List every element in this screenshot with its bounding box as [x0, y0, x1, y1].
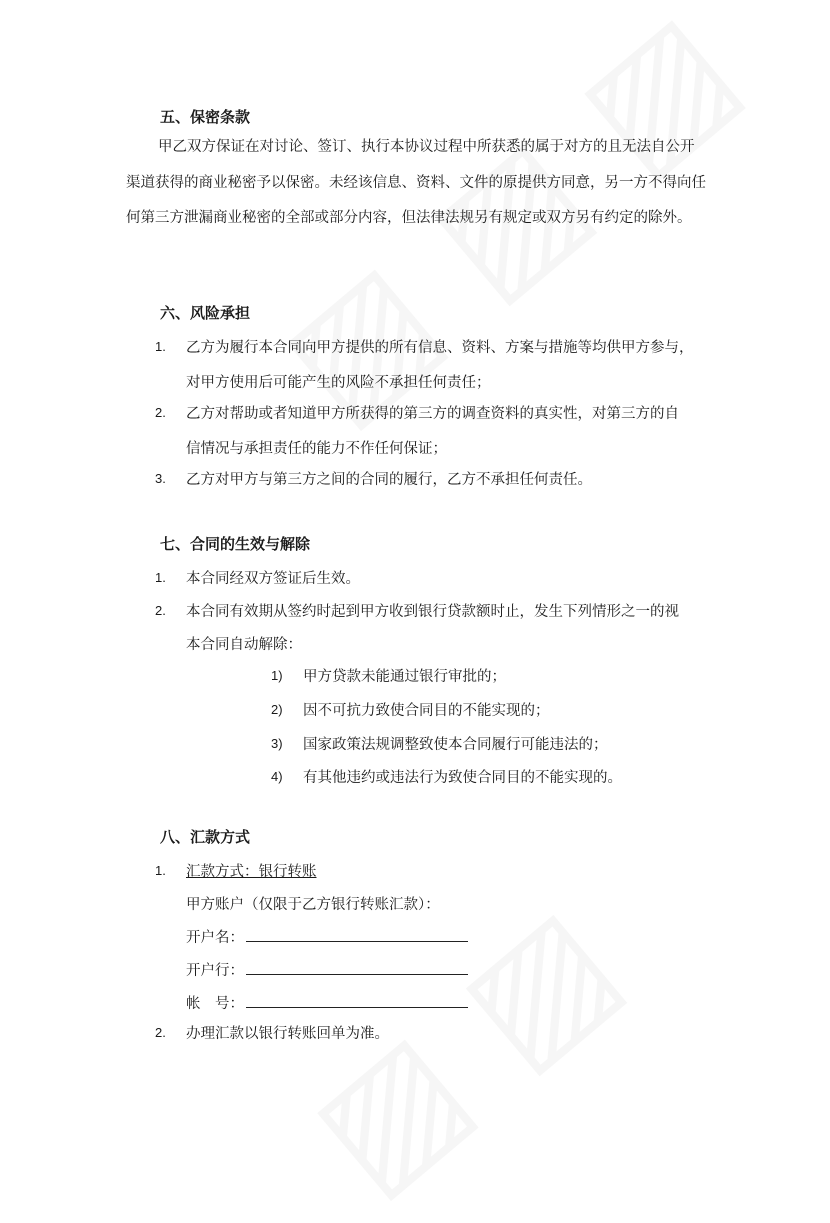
s7-item-1-number: 1. [155, 570, 166, 585]
account-number-blank[interactable] [246, 993, 468, 1008]
section-7-heading: 七、合同的生效与解除 [160, 535, 311, 553]
section-6-heading: 六、风险承担 [160, 304, 251, 322]
account-name-label: 开户名： [186, 930, 244, 946]
bank-blank[interactable] [246, 960, 468, 975]
account-name-row [186, 926, 468, 947]
account-number-label: 帐 号： [186, 996, 244, 1012]
account-name-blank[interactable] [246, 927, 468, 942]
s6-item-1-line-2: 对甲方使用后可能产生的风险不承担任何责任； [186, 375, 491, 391]
s7-item-2-number: 2. [155, 603, 166, 618]
s8-item-2-text: 办理汇款以银行转账回单为准。 [186, 1026, 389, 1042]
s6-item-1-line-1: 乙方为履行本合同向甲方提供的所有信息、资料、方案与措施等均供甲方参与， [186, 340, 694, 356]
bank-row [186, 959, 468, 980]
section-5-heading: 五、保密条款 [160, 108, 251, 126]
s7-sub-4-text: 有其他违约或违法行为致使合同目的不能实现的。 [303, 770, 622, 786]
s7-item-1-line-1: 本合同经双方签证后生效。 [186, 571, 360, 587]
s7-sub-1-number: 1) [271, 668, 283, 683]
s6-item-2-number: 2. [155, 405, 166, 420]
s6-item-1-number: 1. [155, 339, 166, 354]
s7-sub-3-text: 国家政策法规调整致使本合同履行可能违法的； [303, 737, 608, 753]
s7-sub-4-number: 4) [271, 769, 283, 784]
s8-remit-method: 汇款方式：银行转账 [186, 864, 317, 880]
s6-item-3-line-1: 乙方对甲方与第三方之间的合同的履行，乙方不承担任何责任。 [186, 472, 592, 488]
s6-item-3-number: 3. [155, 471, 166, 486]
s7-sub-2-number: 2) [271, 702, 283, 717]
s8-item-2-number: 2. [155, 1025, 166, 1040]
bank-label: 开户行： [186, 963, 244, 979]
s7-item-2-line-2: 本合同自动解除： [186, 637, 302, 653]
s8-item-1-number: 1. [155, 863, 166, 878]
s8-account-intro: 甲方账户（仅限于乙方银行转账汇款）： [186, 897, 440, 913]
s7-sub-2-text: 因不可抗力致使合同目的不能实现的； [303, 703, 550, 719]
s7-item-2-line-1: 本合同有效期从签约时起到甲方收到银行贷款额时止，发生下列情形之一的视 [186, 604, 679, 620]
s6-item-2-line-2: 信情况与承担责任的能力不作任何保证； [186, 441, 447, 457]
section-8-heading: 八、汇款方式 [160, 828, 251, 846]
section-5-body: 甲乙双方保证在对讨论、签订、执行本协议过程中所获悉的属于对方的且无法自公开渠道获得的商业秘密予以保密。未经该信息、资料、文件的原提供方同意，另一方不得向任何第三方泄漏商业秘密的全部或部分内容，但法律法规另有规定或双方另有约定的除外。 [126, 139, 706, 226]
s6-item-2-line-1: 乙方对帮助或者知道甲方所获得的第三方的调查资料的真实性，对第三方的自 [186, 406, 679, 422]
s7-sub-3-number: 3) [271, 736, 283, 751]
s7-sub-1-text: 甲方贷款未能通过银行审批的； [303, 669, 506, 685]
account-number-row [186, 992, 468, 1013]
